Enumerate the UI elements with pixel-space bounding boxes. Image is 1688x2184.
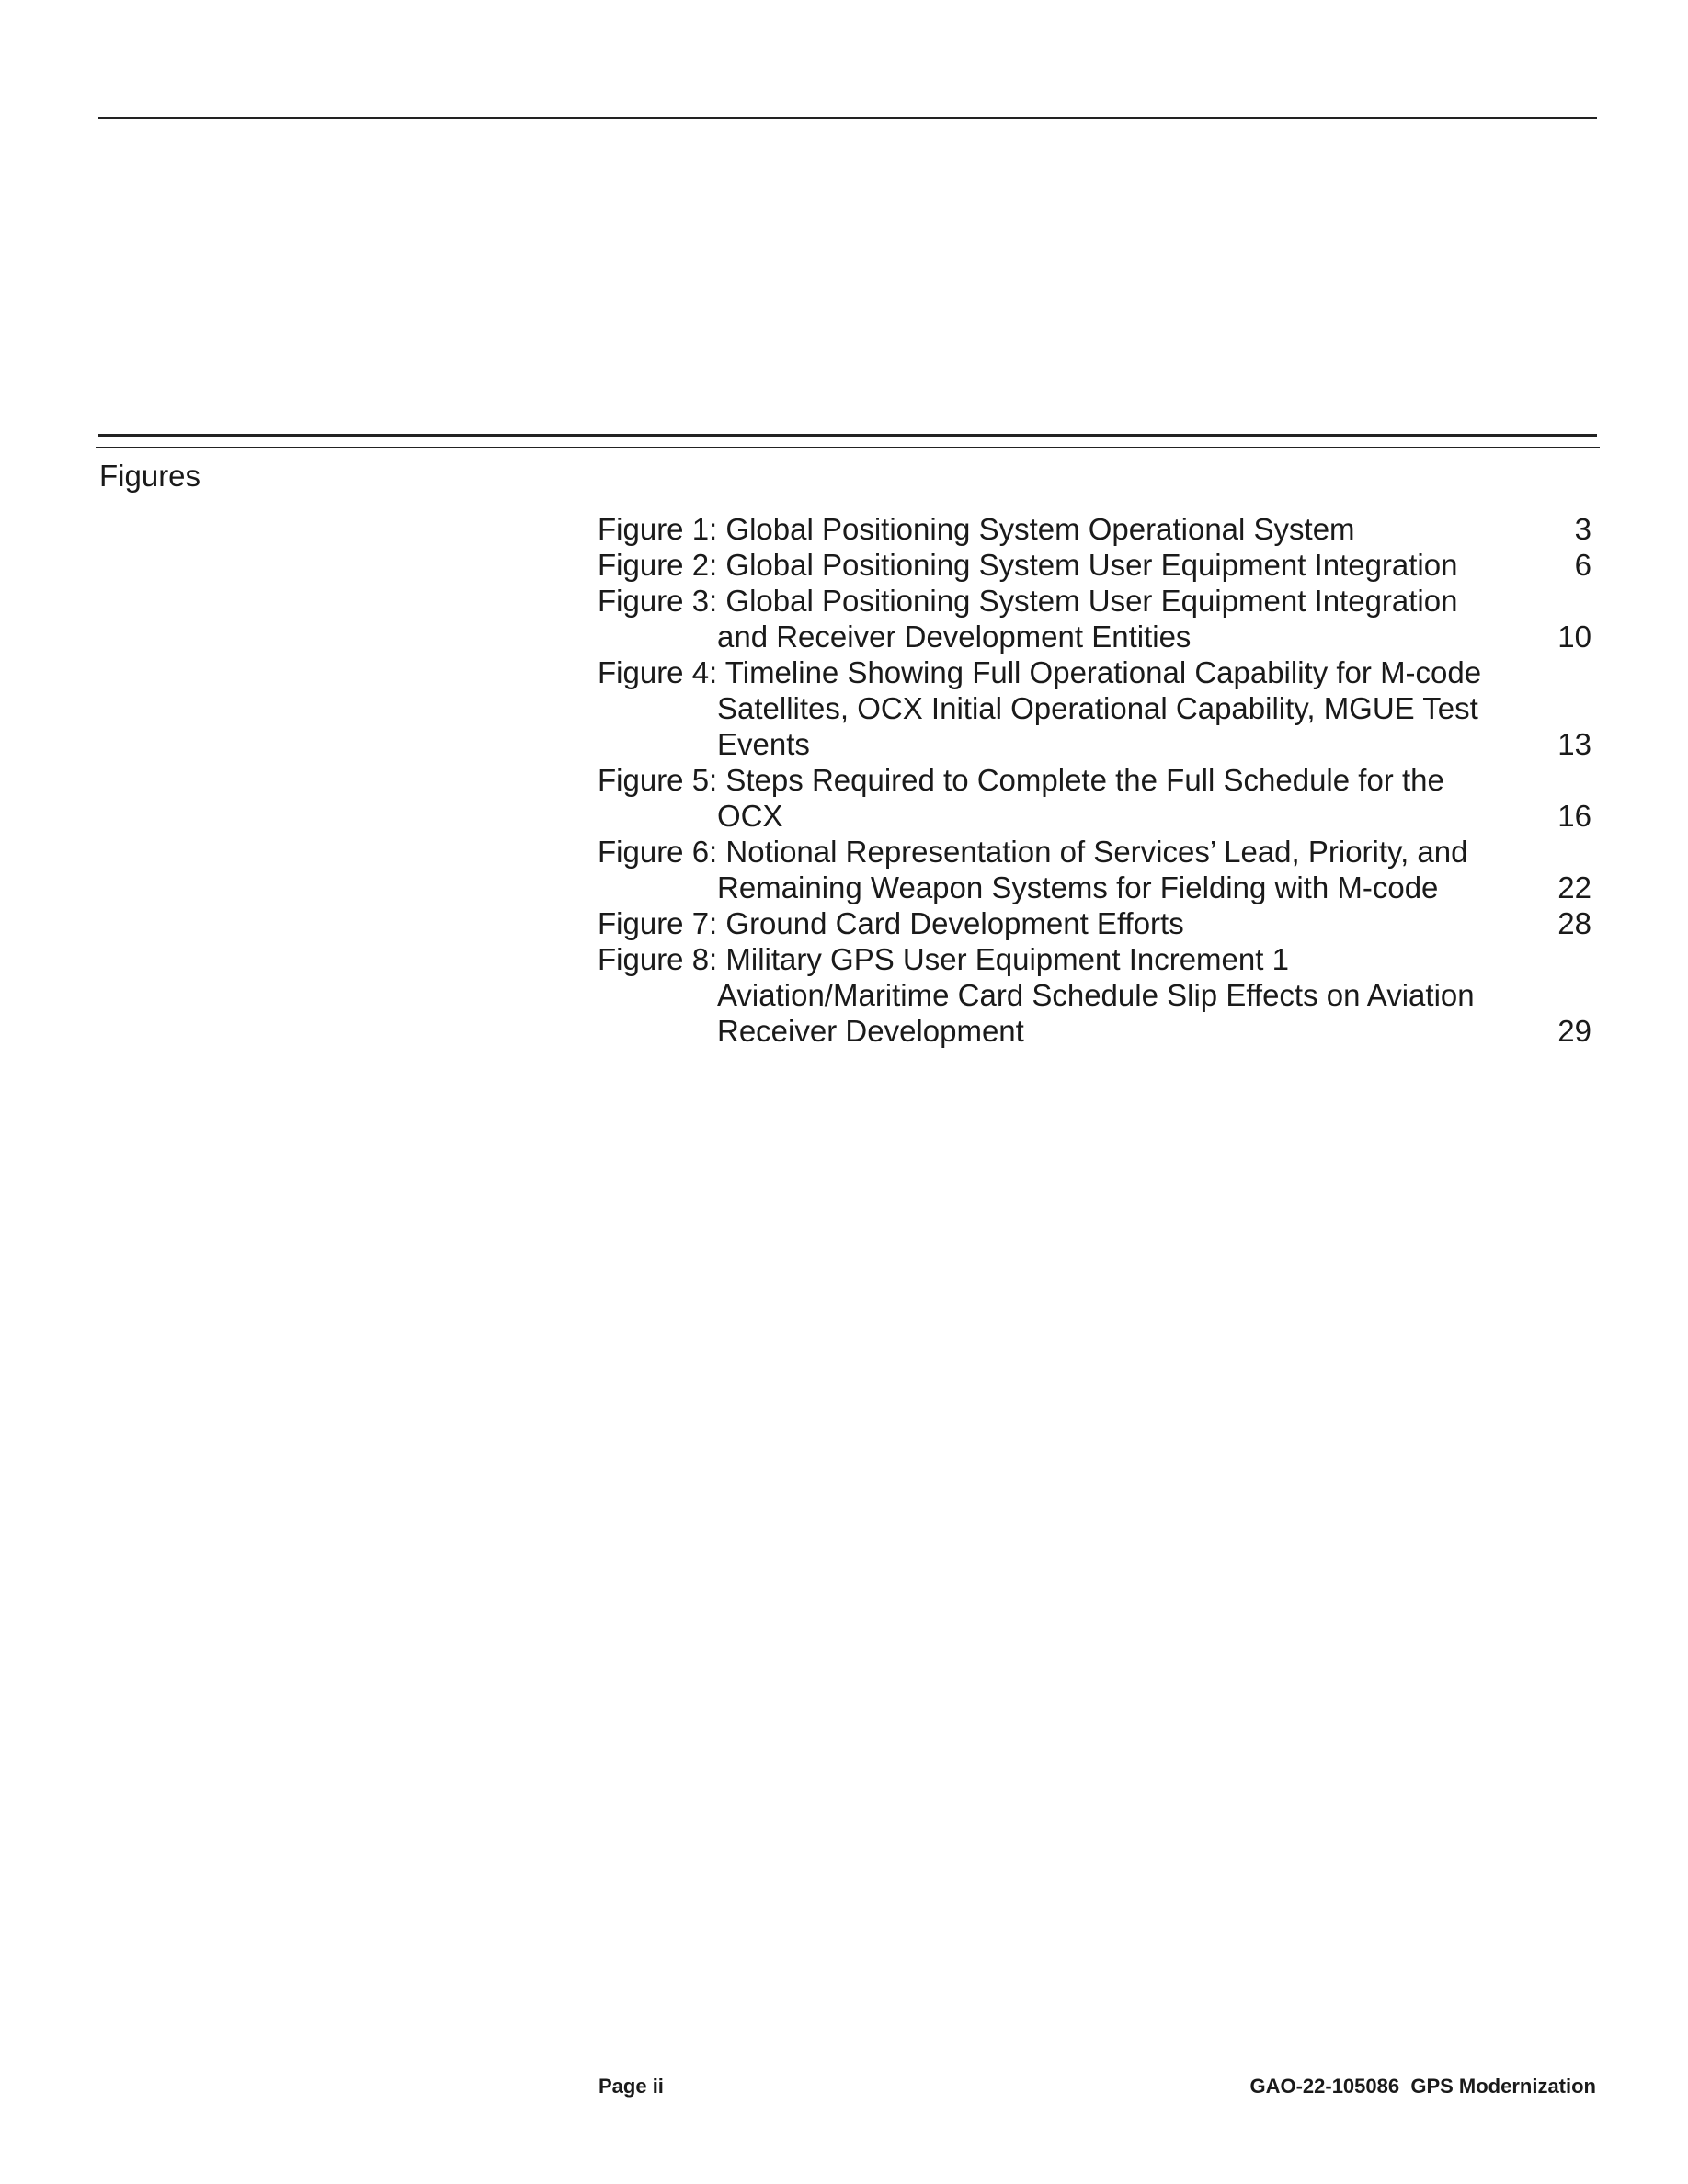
toc-entry-page: 6 (1574, 548, 1591, 582)
toc-entry-figure-4[interactable] (598, 654, 1591, 762)
toc-entry-title: Figure 2: Global Positioning System User Equipment Integration (598, 548, 1458, 582)
toc-entry-page: 16 (1557, 799, 1591, 833)
toc-entry-title: Figure 6: Notional Representation of Services’ Lead, Priority, and Remaining Weapon Systems for Fielding with M-code (598, 835, 1468, 904)
section-rule-thin (96, 447, 1600, 448)
toc-entry-figure-6[interactable] (598, 834, 1591, 905)
toc-entry-figure-2[interactable] (598, 547, 1591, 583)
toc-entry-page: 10 (1557, 620, 1591, 654)
section-rule-thick (98, 434, 1597, 437)
toc-entry-figure-8[interactable] (598, 941, 1591, 1049)
toc-entry-figure-1[interactable] (598, 511, 1591, 547)
toc-entry-page: 29 (1557, 1014, 1591, 1048)
toc-entry-title: Figure 7: Ground Card Development Efforts (598, 906, 1184, 940)
toc-entry-figure-7[interactable] (598, 905, 1591, 941)
toc-entry-page: 13 (1557, 727, 1591, 761)
footer-document-id: GAO-22-105086 GPS Modernization (1249, 2075, 1596, 2098)
toc-entry-figure-5[interactable] (598, 762, 1591, 834)
figures-list (598, 511, 1591, 1049)
top-rule (98, 117, 1597, 119)
toc-entry-page: 28 (1557, 906, 1591, 940)
toc-entry-title: Figure 4: Timeline Showing Full Operational Capability for M-code Satellites, OCX Initial Operational Capability, MGUE Test Events (598, 655, 1482, 761)
toc-entry-title: Figure 1: Global Positioning System Operational System (598, 512, 1355, 546)
toc-entry-title: Figure 3: Global Positioning System User Equipment Integration and Receiver Development Entities (598, 584, 1458, 654)
section-heading: Figures (99, 459, 201, 493)
footer-page-number: Page ii (599, 2075, 664, 2098)
toc-entry-page: 3 (1574, 512, 1591, 546)
toc-entry-title: Figure 8: Military GPS User Equipment Increment 1 Aviation/Maritime Card Schedule Slip Effects on Aviation Receiver Development (598, 942, 1475, 1048)
toc-entry-title: Figure 5: Steps Required to Complete the Full Schedule for the OCX (598, 763, 1444, 833)
toc-entry-page: 22 (1557, 870, 1591, 904)
toc-entry-figure-3[interactable] (598, 583, 1591, 654)
